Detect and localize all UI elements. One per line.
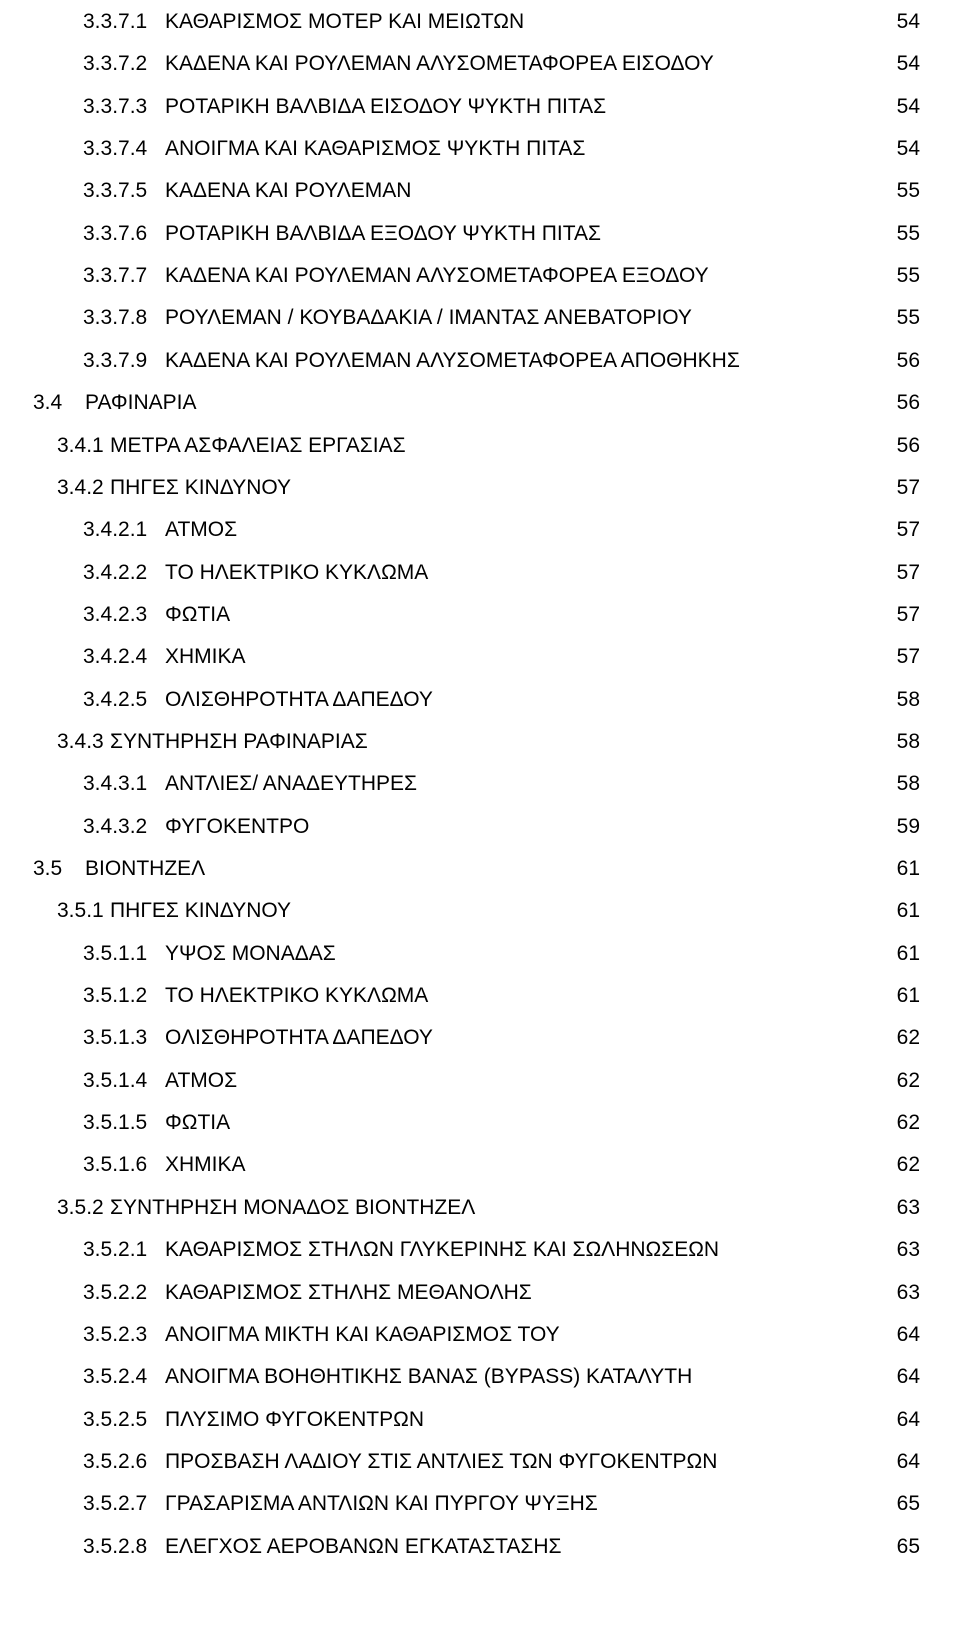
toc-entry-page-number: 57 <box>896 518 920 542</box>
toc-entry-page-number: 64 <box>896 1322 920 1346</box>
toc-entry-title: ΜΕΤΡΑ ΑΣΦΑΛΕΙΑΣ ΕΡΓΑΣΙΑΣ <box>110 433 406 457</box>
toc-entry-title: ΚΑΔΕΝΑ ΚΑΙ ΡΟΥΛΕΜΑΝ <box>165 179 412 203</box>
toc-entry-title: ΧΗΜΙΚΑ <box>165 1153 246 1177</box>
toc-entry-number: 3.3.7.4 <box>83 137 148 161</box>
toc-entry-number: 3.5.2.8 <box>83 1534 148 1558</box>
toc-entry[interactable] <box>57 891 920 931</box>
toc-entry-number: 3.4.2.2 <box>83 560 148 584</box>
toc-entry-page-number: 59 <box>896 814 920 838</box>
toc-entry-page-number: 62 <box>896 1153 920 1177</box>
toc-entry-page-number: 55 <box>896 221 920 245</box>
toc-entry-title: ΡΑΦΙΝΑΡΙΑ <box>85 391 197 415</box>
toc-entry-title: ΧΗΜΙΚΑ <box>165 645 246 669</box>
toc-entry-title: ΚΑΘΑΡΙΣΜΟΣ ΜΟΤΕΡ ΚΑΙ ΜΕΙΩΤΩΝ <box>165 10 525 33</box>
toc-entry-number: 3.5.1 <box>57 899 104 923</box>
toc-entry[interactable] <box>83 1103 920 1143</box>
toc-entry-number: 3.5.1.1 <box>83 941 148 965</box>
toc-entry[interactable] <box>83 1061 920 1101</box>
toc-entry-page-number: 54 <box>896 10 920 33</box>
toc-entry-title: ΕΛΕΓΧΟΣ ΑΕΡΟΒΑΝΩΝ ΕΓΚΑΤΑΣΤΑΣΗΣ <box>165 1534 562 1558</box>
toc-entry-number: 3.5.2.4 <box>83 1365 148 1389</box>
toc-entry-page-number: 58 <box>896 729 920 753</box>
toc-entry-title: ΣΥΝΤΗΡΗΣΗ ΜΟΝΑΔΟΣ ΒΙΟΝΤΗΖΕΛ <box>110 1195 476 1219</box>
toc-entry-number: 3.5.1.6 <box>83 1153 148 1177</box>
toc-entry-page-number: 56 <box>896 433 920 457</box>
toc-entry-title: ΑΝΟΙΓΜΑ ΚΑΙ ΚΑΘΑΡΙΣΜΟΣ ΨΥΚΤΗ ΠΙΤΑΣ <box>165 137 586 161</box>
toc-entry-page-number: 65 <box>896 1534 920 1558</box>
toc-entry-title: ΚΑΘΑΡΙΣΜΟΣ ΣΤΗΛΩΝ ΓΛΥΚΕΡΙΝΗΣ ΚΑΙ ΣΩΛΗΝΩΣΕΩΝ <box>165 1238 720 1262</box>
toc-entry-page-number: 61 <box>896 899 920 923</box>
toc-entry-number: 3.5.1.3 <box>83 1026 148 1050</box>
toc-entry[interactable] <box>83 553 920 593</box>
toc-entry[interactable] <box>83 214 920 254</box>
toc-entry[interactable] <box>83 1273 920 1313</box>
toc-entry-page-number: 56 <box>896 348 920 372</box>
toc-entry[interactable] <box>83 129 920 169</box>
toc-entry-number: 3.5.2.7 <box>83 1492 148 1516</box>
toc-entry-page-number: 63 <box>896 1195 920 1219</box>
toc-entry-page-number: 54 <box>896 137 920 161</box>
toc-entry[interactable] <box>83 807 920 847</box>
toc-entry-title: ΣΥΝΤΗΡΗΣΗ ΡΑΦΙΝΑΡΙΑΣ <box>110 729 368 753</box>
toc-entry-number: 3.4.1 <box>57 433 104 457</box>
toc-entry-page-number: 62 <box>896 1111 920 1135</box>
toc-entry-number: 3.4 <box>33 391 63 415</box>
toc-entry[interactable] <box>83 2 920 42</box>
toc-entry-title: ΤΟ ΗΛΕΚΤΡΙΚΟ ΚΥΚΛΩΜΑ <box>165 560 429 584</box>
toc-entry-page-number: 57 <box>896 475 920 499</box>
toc-entry-title: ΦΥΓΟΚΕΝΤΡΟ <box>165 814 310 838</box>
toc-entry-title: ΑΤΜΟΣ <box>165 1068 238 1092</box>
toc-entry[interactable] <box>57 426 920 466</box>
toc-entry[interactable] <box>83 764 920 804</box>
toc-entry-number: 3.3.7.7 <box>83 264 148 288</box>
toc-entry-page-number: 61 <box>896 941 920 965</box>
toc-entry-page-number: 64 <box>896 1365 920 1389</box>
toc-entry-page-number: 63 <box>896 1280 920 1304</box>
toc-entry[interactable] <box>83 1357 920 1397</box>
toc-entry-title: ΦΩΤΙΑ <box>165 602 231 626</box>
toc-entry-title: ΟΛΙΣΘΗΡΟΤΗΤΑ ΔΑΠΕΔΟΥ <box>165 1026 433 1050</box>
toc-entry-page-number: 65 <box>896 1492 920 1516</box>
toc-entry-number: 3.4.2.5 <box>83 687 148 711</box>
toc-entry-page-number: 61 <box>896 857 920 880</box>
toc-entry[interactable] <box>83 298 920 338</box>
toc-entry[interactable] <box>83 44 920 84</box>
toc-entry[interactable] <box>83 1315 920 1355</box>
toc-entry-title: ΥΨΟΣ ΜΟΝΑΔΑΣ <box>165 941 336 965</box>
toc-entry-number: 3.3.7.3 <box>83 94 148 118</box>
toc-entry-page-number: 54 <box>896 52 920 76</box>
toc-entry[interactable] <box>83 1442 920 1482</box>
toc-entry[interactable] <box>83 934 920 974</box>
toc-entry-number: 3.5.2.6 <box>83 1449 148 1473</box>
toc-entry-number: 3.5.2.2 <box>83 1280 148 1304</box>
toc-entry[interactable] <box>83 1484 920 1524</box>
toc-entry-title: ΓΡΑΣΑΡΙΣΜΑ ΑΝΤΛΙΩΝ ΚΑΙ ΠΥΡΓΟΥ ΨΥΞΗΣ <box>165 1492 598 1516</box>
toc-entry-page-number: 58 <box>896 687 920 711</box>
toc-entry-title: ΡΟΤΑΡΙΚΗ ΒΑΛΒΙΔΑ ΕΙΣΟΔΟΥ ΨΥΚΤΗ ΠΙΤΑΣ <box>165 94 607 118</box>
toc-entry-page-number: 55 <box>896 179 920 203</box>
toc-entry-title: ΡΟΥΛΕΜΑΝ / ΚΟΥΒΑΔΑΚΙΑ / ΙΜΑΝΤΑΣ ΑΝΕΒΑΤΟΡΙΟΥ <box>165 306 692 330</box>
toc-entry[interactable] <box>83 1400 920 1440</box>
toc-entry[interactable] <box>83 595 920 635</box>
toc-entry-number: 3.5.2.1 <box>83 1238 148 1262</box>
toc-entry-page-number: 55 <box>896 306 920 330</box>
toc-entry-page-number: 64 <box>896 1449 920 1473</box>
toc-entry-title: ΚΑΔΕΝΑ ΚΑΙ ΡΟΥΛΕΜΑΝ ΑΛΥΣΟΜΕΤΑΦΟΡΕΑ ΕΞΟΔΟΥ <box>165 264 709 288</box>
toc-entry-title: ΠΗΓΕΣ ΚΙΝΔΥΝΟΥ <box>110 475 292 499</box>
toc-entry[interactable] <box>33 383 920 423</box>
toc-entry-number: 3.5.2 <box>57 1195 104 1219</box>
toc-entry[interactable] <box>83 87 920 127</box>
toc-entry-number: 3.5.2.3 <box>83 1322 148 1346</box>
toc-entry[interactable] <box>83 1230 920 1270</box>
toc-entry-number: 3.3.7.5 <box>83 179 148 203</box>
toc-entry-page-number: 64 <box>896 1407 920 1431</box>
toc-entry[interactable] <box>83 1145 920 1185</box>
toc-entry[interactable] <box>83 171 920 211</box>
toc-entry-number: 3.4.2 <box>57 475 104 499</box>
toc-entry-title: ΠΛΥΣΙΜΟ ΦΥΓΟΚΕΝΤΡΩΝ <box>165 1407 424 1431</box>
toc-entry-title: ΚΑΔΕΝΑ ΚΑΙ ΡΟΥΛΕΜΑΝ ΑΛΥΣΟΜΕΤΑΦΟΡΕΑ ΕΙΣΟΔΟΥ <box>165 52 714 76</box>
toc-entry[interactable] <box>83 341 920 381</box>
toc-entry-page-number: 61 <box>896 984 920 1008</box>
toc-entry-number: 3.3.7.2 <box>83 52 148 76</box>
toc-entry-title: ΟΛΙΣΘΗΡΟΤΗΤΑ ΔΑΠΕΔΟΥ <box>165 687 433 711</box>
toc-entry[interactable] <box>83 976 920 1016</box>
toc-entry[interactable] <box>83 680 920 720</box>
toc-entry-number: 3.5.1.5 <box>83 1111 148 1135</box>
toc-entry-title: ΦΩΤΙΑ <box>165 1111 231 1135</box>
toc-entry-number: 3.5.2.5 <box>83 1407 148 1431</box>
toc-entry-page-number: 55 <box>896 264 920 288</box>
toc-entry[interactable] <box>83 510 920 550</box>
toc-entry[interactable] <box>83 256 920 296</box>
toc-entry-page-number: 54 <box>896 94 920 118</box>
toc-entry-number: 3.4.3.2 <box>83 814 148 838</box>
toc-entry-title: ΑΝΟΙΓΜΑ ΒΟΗΘΗΤΙΚΗΣ ΒΑΝΑΣ (BYPASS) ΚΑΤΑΛΥΤΗ <box>165 1365 693 1389</box>
toc-entry-number: 3.3.7.6 <box>83 221 148 245</box>
toc-entry[interactable] <box>83 1527 920 1567</box>
toc-entry-title: ΑΝΟΙΓΜΑ ΜΙΚΤΗ ΚΑΙ ΚΑΘΑΡΙΣΜΟΣ ΤΟΥ <box>165 1322 560 1346</box>
toc-entry-title: ΤΟ ΗΛΕΚΤΡΙΚΟ ΚΥΚΛΩΜΑ <box>165 984 429 1008</box>
toc-entry-title: ΑΝΤΛΙΕΣ/ ΑΝΑΔΕΥΤΗΡΕΣ <box>165 772 418 796</box>
toc-entry-number: 3.3.7.1 <box>83 10 148 33</box>
toc-entry[interactable] <box>57 1188 920 1228</box>
toc-entry[interactable] <box>57 468 920 508</box>
toc-entry-title: ΒΙΟΝΤΗΖΕΛ <box>85 857 206 880</box>
toc-entry-number: 3.5.1.2 <box>83 984 148 1008</box>
toc-entry-title: ΠΗΓΕΣ ΚΙΝΔΥΝΟΥ <box>110 899 292 923</box>
toc-entry-page-number: 62 <box>896 1068 920 1092</box>
toc-entry-number: 3.5.1.4 <box>83 1068 148 1092</box>
toc-entry-number: 3.4.2.4 <box>83 645 148 669</box>
toc-entry-title: ΑΤΜΟΣ <box>165 518 238 542</box>
toc-entry[interactable] <box>57 722 920 762</box>
toc-entry-number: 3.4.2.3 <box>83 602 148 626</box>
toc-entry-page-number: 63 <box>896 1238 920 1262</box>
toc-entry-number: 3.3.7.9 <box>83 348 148 372</box>
toc-entry-title: ΡΟΤΑΡΙΚΗ ΒΑΛΒΙΔΑ ΕΞΟΔΟΥ ΨΥΚΤΗ ΠΙΤΑΣ <box>165 221 601 245</box>
toc-entry[interactable] <box>83 637 920 677</box>
toc-entry-title: ΚΑΔΕΝΑ ΚΑΙ ΡΟΥΛΕΜΑΝ ΑΛΥΣΟΜΕΤΑΦΟΡΕΑ ΑΠΟΘΗΚΗΣ <box>165 348 740 372</box>
toc-entry-page-number: 57 <box>896 602 920 626</box>
toc-entry-title: ΚΑΘΑΡΙΣΜΟΣ ΣΤΗΛΗΣ ΜΕΘΑΝΟΛΗΣ <box>165 1280 532 1304</box>
toc-entry-number: 3.4.2.1 <box>83 518 148 542</box>
toc-entry[interactable] <box>33 849 920 889</box>
toc-entry-number: 3.4.3 <box>57 729 104 753</box>
toc-entry-page-number: 57 <box>896 560 920 584</box>
toc-entry[interactable] <box>83 1018 920 1058</box>
toc-entry-number: 3.5 <box>33 857 63 880</box>
toc-entry-number: 3.3.7.8 <box>83 306 148 330</box>
toc-entry-number: 3.4.3.1 <box>83 772 148 796</box>
toc-entry-page-number: 62 <box>896 1026 920 1050</box>
toc-entry-page-number: 56 <box>896 391 920 415</box>
toc-entry-page-number: 58 <box>896 772 920 796</box>
toc-entry-title: ΠΡΟΣΒΑΣΗ ΛΑΔΙΟΥ ΣΤΙΣ ΑΝΤΛΙΕΣ ΤΩΝ ΦΥΓΟΚΕΝΤΡΩΝ <box>165 1449 718 1473</box>
toc-entry-page-number: 57 <box>896 645 920 669</box>
